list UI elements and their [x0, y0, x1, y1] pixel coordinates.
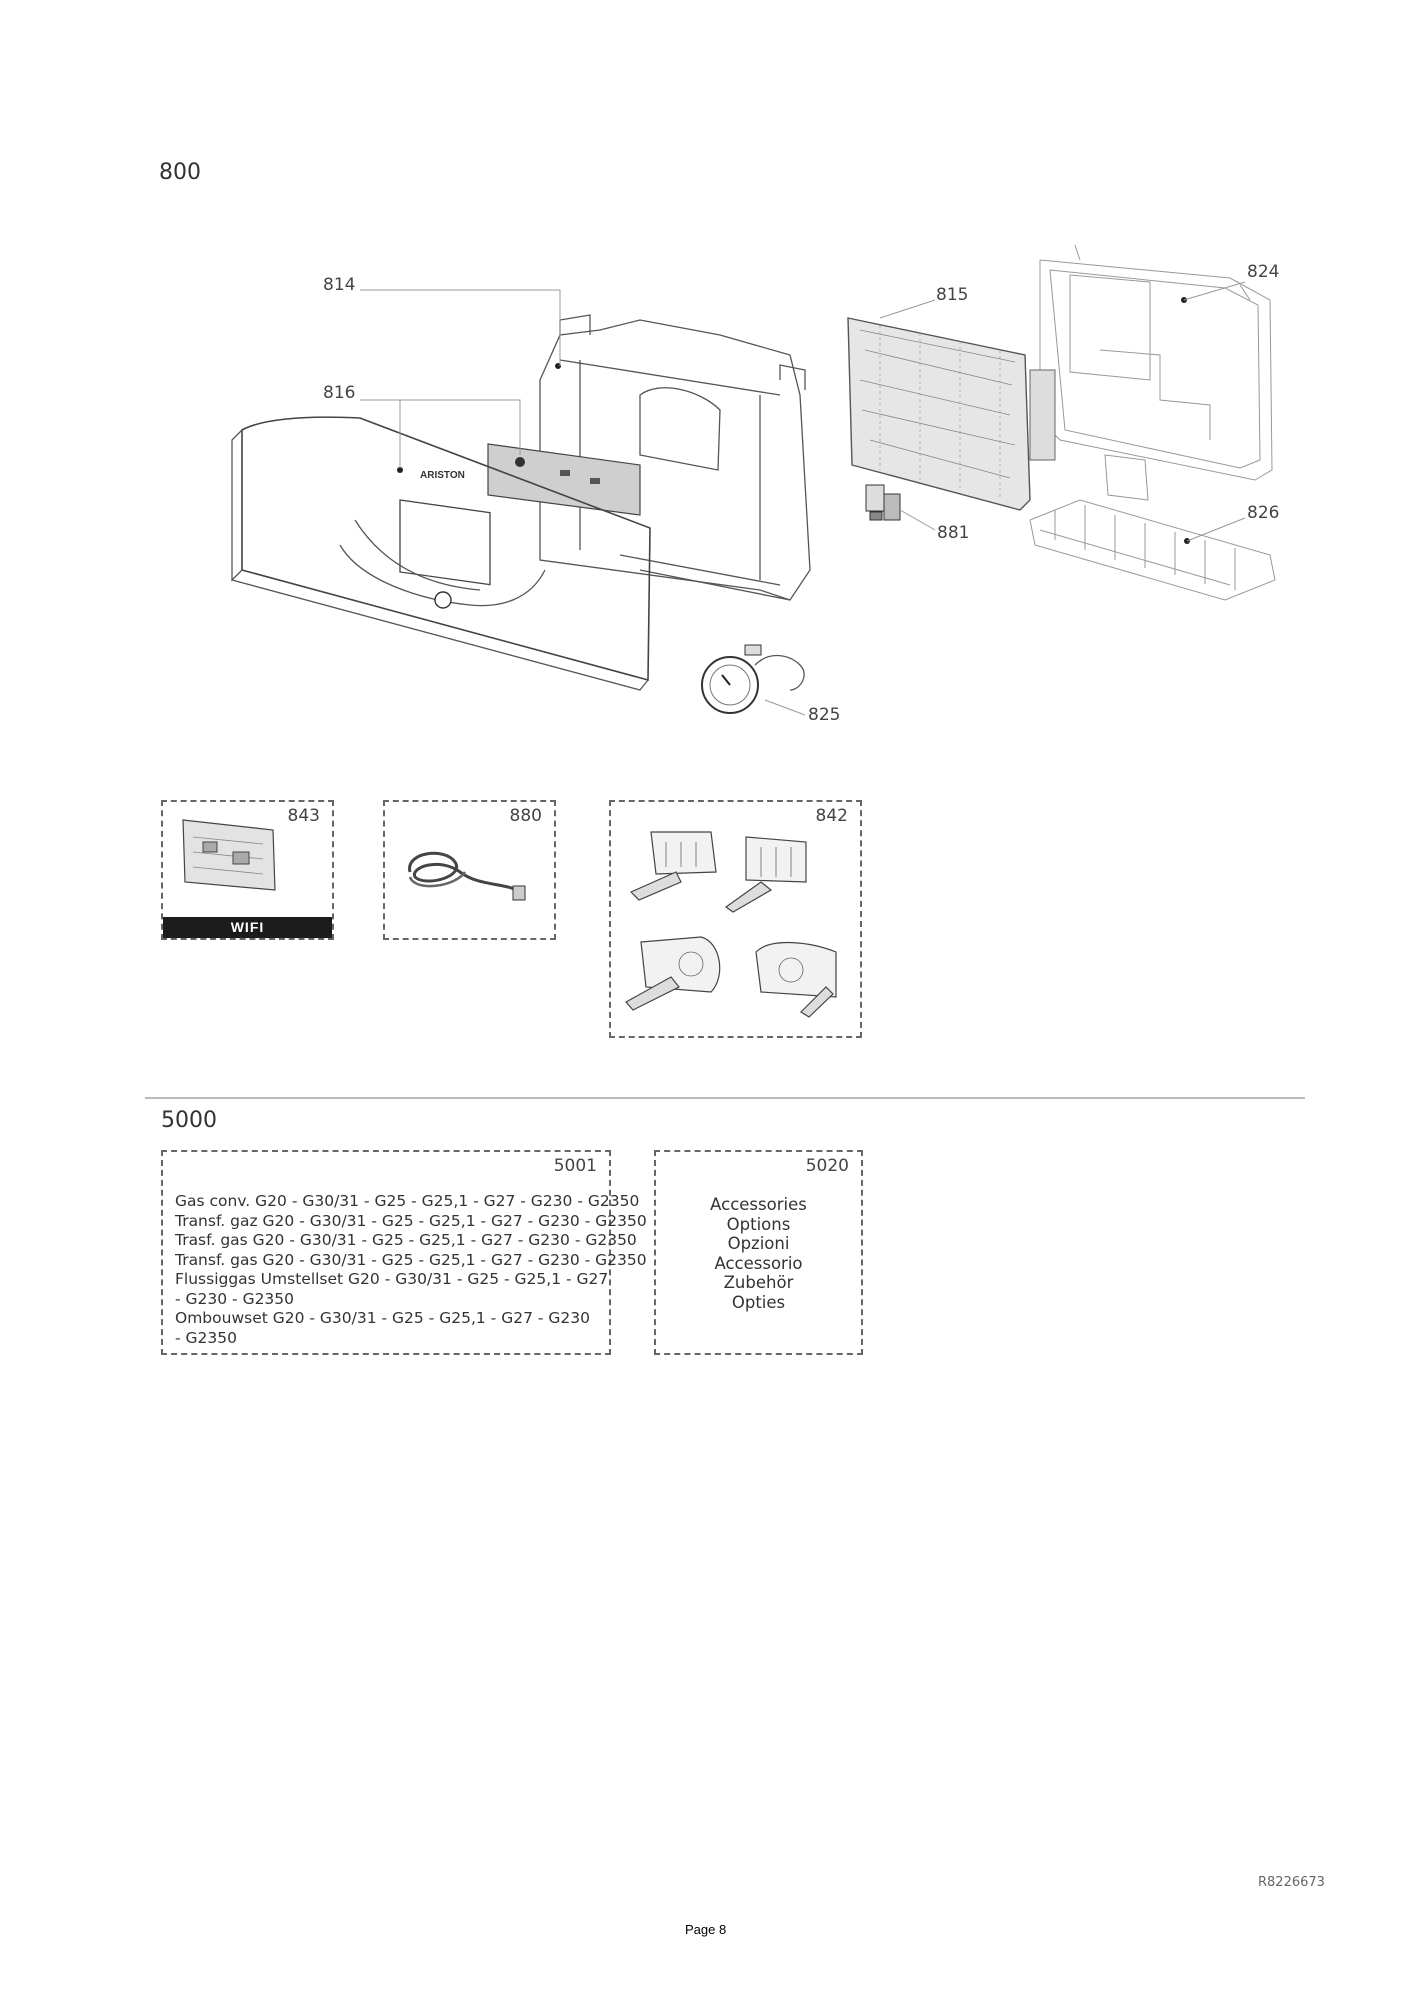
part-number-843: 843	[287, 806, 320, 826]
part-number-842: 842	[815, 806, 848, 826]
accessory-line: Zubehör	[723, 1273, 794, 1292]
part-number-5001: 5001	[553, 1156, 597, 1176]
part-box-842	[609, 800, 862, 1038]
accessory-line: Options	[726, 1214, 791, 1234]
callout-825: 825	[808, 705, 841, 725]
accessory-line: Accessories	[710, 1195, 807, 1214]
accessory-line: Opzioni	[727, 1234, 790, 1253]
callout-881: 881	[937, 523, 970, 543]
part-824-cover	[1040, 245, 1272, 480]
section-title-5000: 5000	[161, 1108, 217, 1133]
gas-line: - G2350	[175, 1328, 237, 1347]
part-number-880: 880	[509, 806, 542, 826]
gas-line: Transf. gaz G20 - G30/31 - G25 - G25,1 - G27 - G230 - G2350	[175, 1211, 647, 1230]
part-box-5020	[654, 1150, 863, 1355]
gas-line: - G230 - G2350	[175, 1289, 295, 1308]
part-box-880	[383, 800, 556, 940]
accessories-list	[656, 1195, 861, 1312]
exploded-view-drawing	[0, 0, 1410, 800]
part-815-pcb	[848, 318, 1055, 510]
panel-brand-text: ARISTON	[420, 470, 465, 481]
accessory-line: Accessorio	[714, 1253, 803, 1273]
wifi-label: WIFI	[163, 917, 332, 938]
accessory-line: Opties	[731, 1292, 786, 1312]
gas-line: Trasf. gas G20 - G30/31 - G25 - G25,1 - G27 - G230 - G2350	[175, 1231, 637, 1249]
callout-815: 815	[936, 285, 969, 305]
part-box-843	[161, 800, 334, 940]
callout-816: 816	[323, 383, 356, 403]
gas-line: Flussiggas Umstellset G20 - G30/31 - G25 - G25,1 - G27	[175, 1270, 609, 1288]
callout-824: 824	[1247, 262, 1280, 282]
part-number-5020: 5020	[805, 1156, 849, 1176]
callout-814: 814	[323, 275, 356, 295]
part-816-display-board	[488, 444, 640, 515]
document-reference: R8226673	[1258, 1875, 1325, 1890]
cable-drawing	[385, 802, 555, 937]
connectors-drawing	[611, 802, 861, 1037]
wifi-module-drawing	[163, 802, 333, 922]
gas-line: Gas conv. G20 - G30/31 - G25 - G25,1 - G27 - G230 - G2350	[175, 1192, 640, 1210]
gas-line: Ombouwset G20 - G30/31 - G25 - G25,1 - G27 - G230	[175, 1309, 590, 1327]
page-number: Page 8	[685, 1922, 727, 1937]
gas-conversion-list	[175, 1192, 647, 1348]
section-divider	[145, 1097, 1305, 1099]
part-881	[866, 485, 900, 520]
part-825-gauge	[702, 645, 804, 713]
gas-line: Transf. gas G20 - G30/31 - G25 - G25,1 - G27 - G230 - G2350	[175, 1250, 647, 1269]
part-box-5001	[161, 1150, 647, 1355]
callout-826: 826	[1247, 503, 1280, 523]
section-title-800: 800	[159, 160, 201, 185]
